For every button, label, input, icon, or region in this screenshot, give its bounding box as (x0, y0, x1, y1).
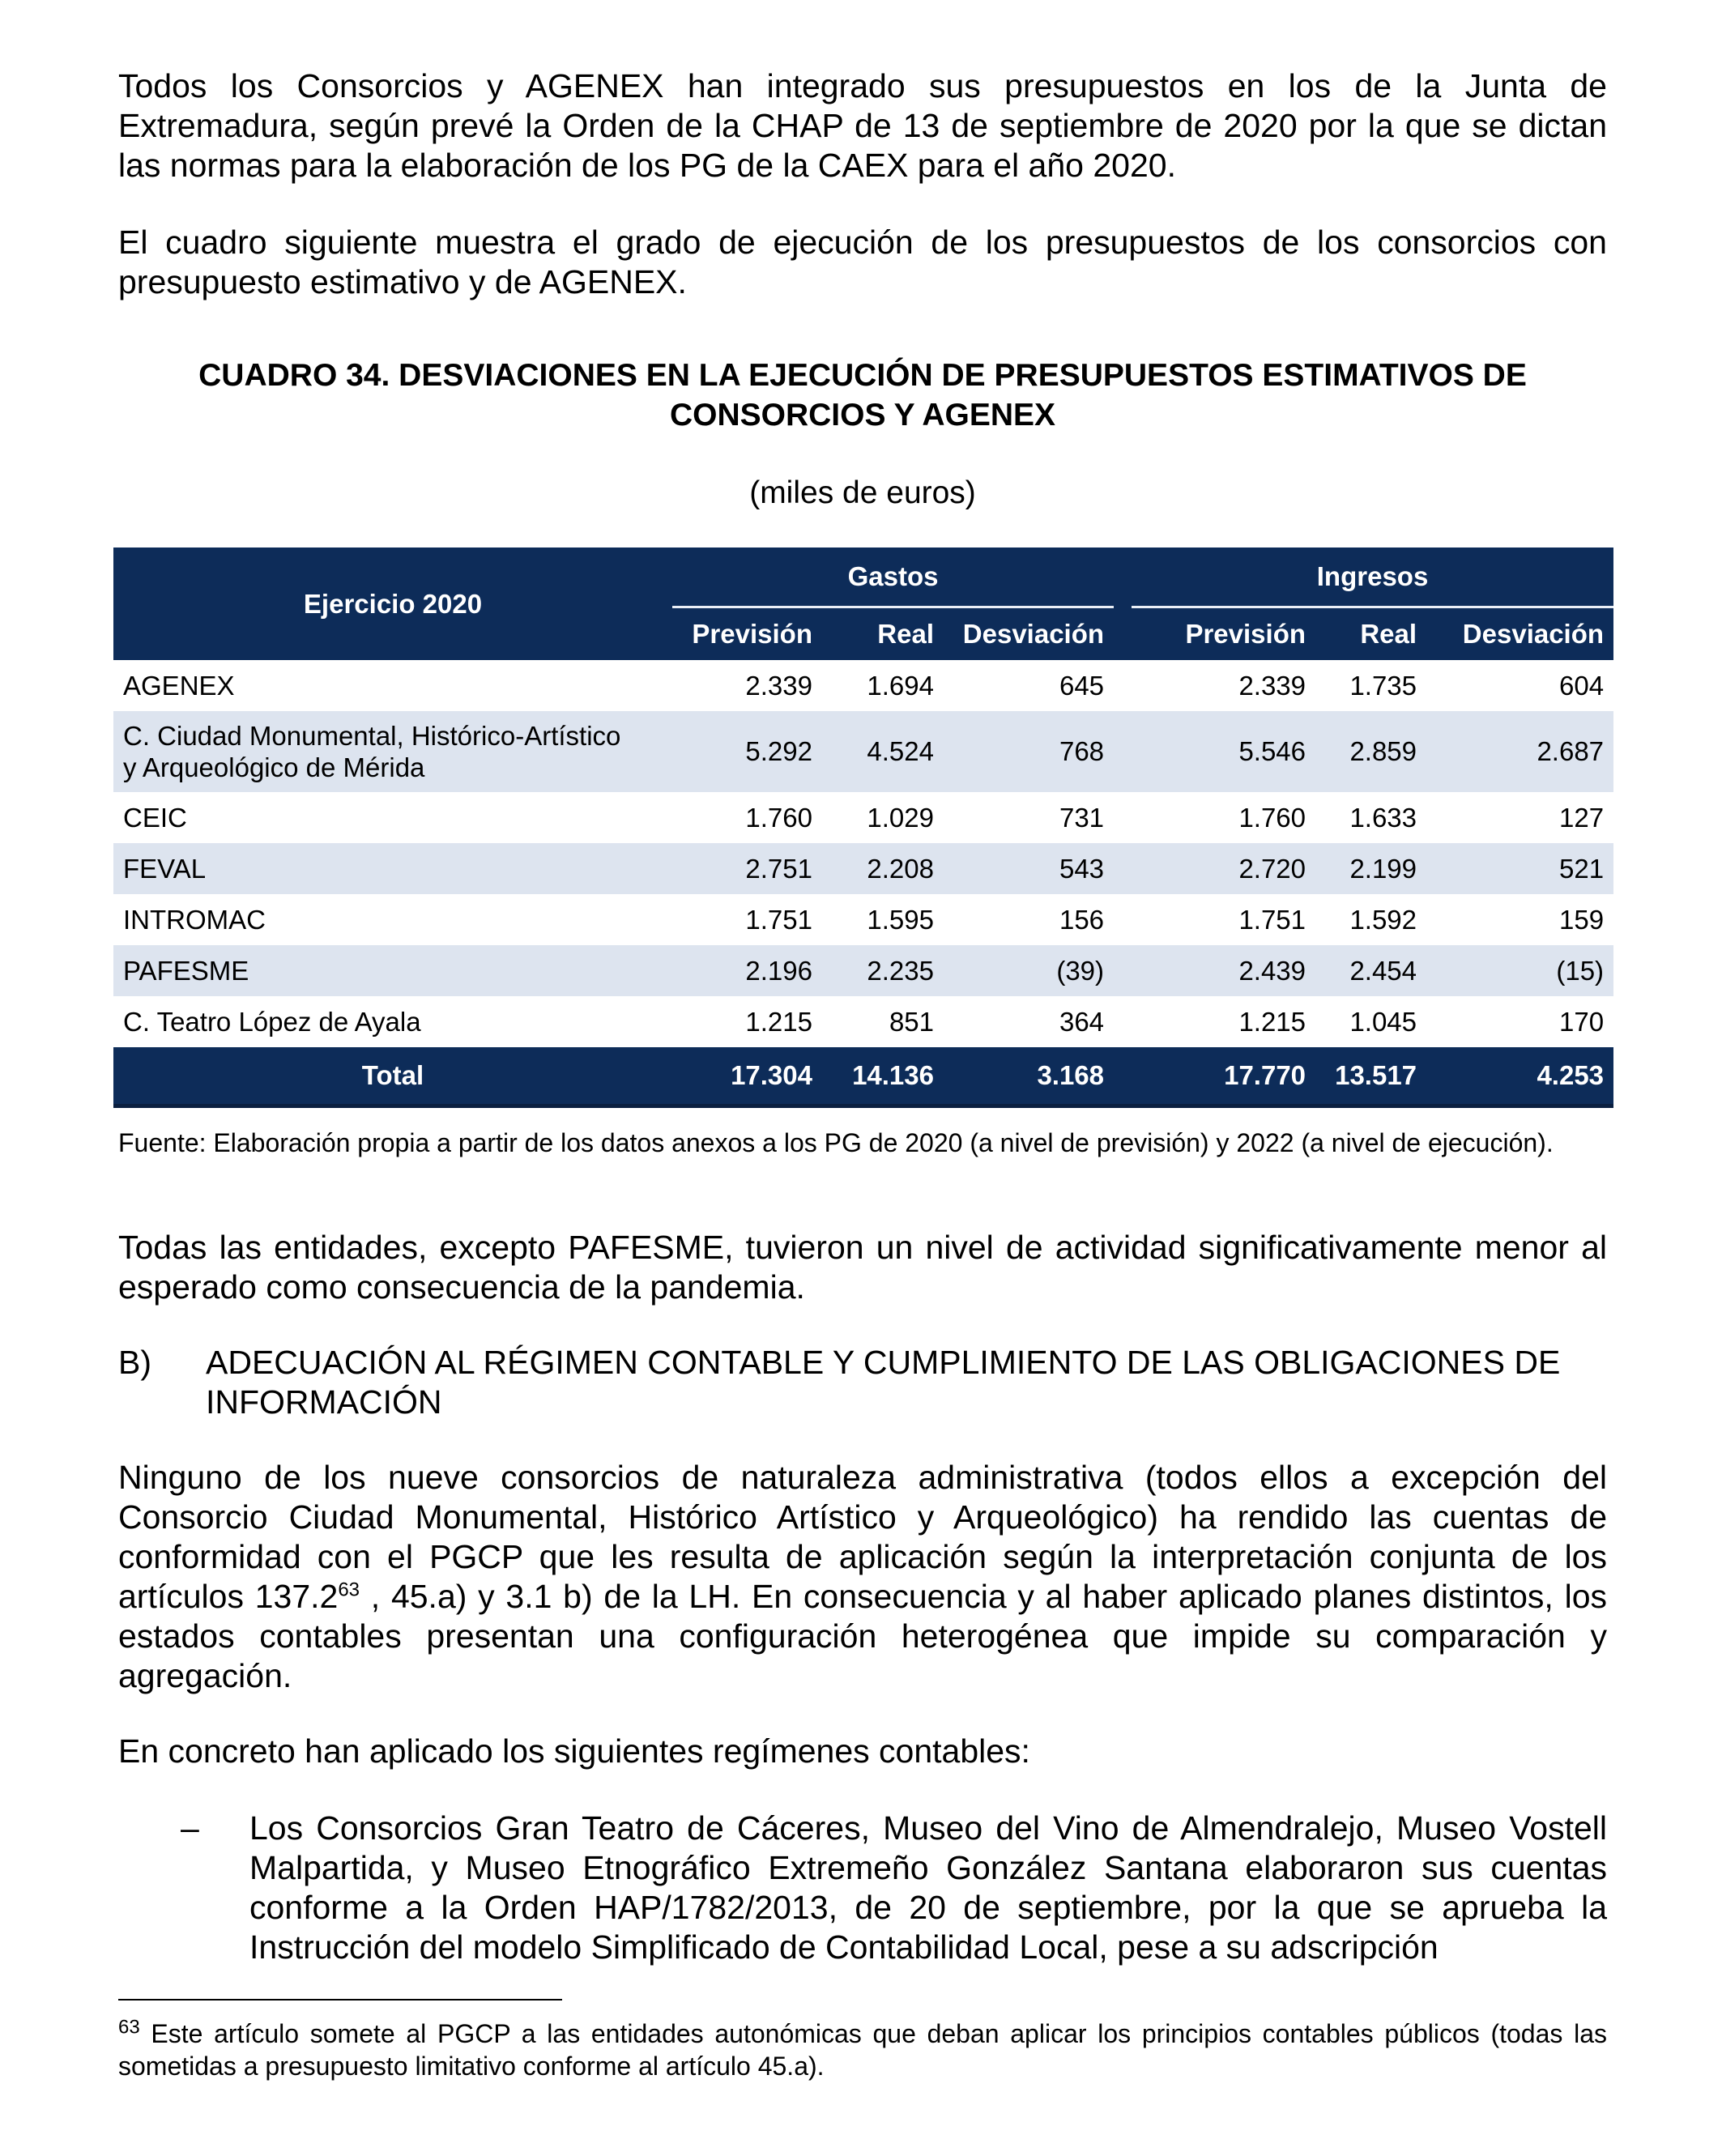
header-gap (1114, 607, 1132, 661)
gastos-real: 4.524 (822, 711, 944, 792)
entity-name: PAFESME (113, 945, 672, 996)
total-ingresos-prevision: 17.770 (1132, 1047, 1315, 1106)
ingresos-desviacion: 127 (1558, 802, 1605, 833)
total-label: Total (113, 1047, 672, 1106)
gastos-desviacion: 768 (944, 711, 1114, 792)
header-gastos-prevision: Previsión (672, 607, 822, 661)
ingresos-prevision: 1.751 (1238, 904, 1306, 935)
paragraph-ninguno-part-2: , 45.a) y 3.1 b) de la LH. En consecuencia y al haber aplicado planes distintos, los estados contables presentan una configuración heterogénea que impide su comparación y agregación. (118, 1578, 1607, 1694)
header-gastos-desviacion: Desviación (944, 607, 1114, 661)
gastos-desviacion: 731 (1059, 802, 1105, 833)
ingresos-real: 1.592 (1349, 904, 1417, 935)
bullet-dash: – (181, 1809, 199, 1847)
table-row (113, 660, 1613, 711)
total-gastos-desviacion: 3.168 (944, 1047, 1114, 1106)
table-row (113, 945, 1613, 996)
ingresos-prevision: 5.546 (1132, 711, 1315, 792)
ingresos-real: 2.454 (1315, 945, 1426, 996)
total-gastos-real: 14.136 (822, 1047, 944, 1106)
intro-paragraph-2: El cuadro siguiente muestra el grado de ejecución de los presupuestos de los consorcios con presupuesto estimativo y de AGENEX. (118, 224, 1607, 300)
ingresos-real: 2.199 (1315, 843, 1426, 894)
intro-paragraph-1: Todos los Consorcios y AGENEX han integrado sus presupuestos en los de la Junta de Extremadura, según prevé la Orden de la CHAP de 13 de septiembre de 2020 por la que se dictan las normas para la elaboración de los PG de la CAEX para el año 2020. (118, 67, 1607, 184)
table-row (113, 711, 1613, 792)
gastos-prevision: 2.751 (672, 843, 822, 894)
table-units: (miles de euros) (749, 475, 976, 510)
entity-name: CEIC (123, 802, 187, 833)
gastos-desviacion: 364 (1059, 1006, 1105, 1037)
gastos-real: 2.208 (822, 843, 944, 894)
entity-name: C. Teatro López de Ayala (123, 1006, 421, 1037)
gastos-real: 1.029 (867, 802, 934, 833)
gastos-prevision: 1.760 (745, 802, 812, 833)
deviation-table (113, 548, 1613, 1108)
source-note: Fuente: Elaboración propia a partir de los datos anexos a los PG de 2020 (a nivel de previsión) y 2022 (a nivel de ejecución). (118, 1128, 1554, 1157)
header-gastos-real: Real (822, 607, 944, 661)
section-b-label: B) (118, 1344, 151, 1381)
gastos-desviacion: 645 (1059, 670, 1105, 701)
total-ingresos-desviacion: 4.253 (1426, 1047, 1613, 1106)
entity-name-line-2: y Arqueológico de Mérida (123, 752, 425, 782)
footnote-separator (118, 1999, 562, 2000)
gastos-prevision: 5.292 (672, 711, 822, 792)
entity-name (113, 711, 672, 792)
bullet-text: Los Consorcios Gran Teatro de Cáceres, Museo del Vino de Almendralejo, Museo Vostell Malpartida, y Museo Etnográfico Extremeño González Santana elaboraron sus cuentas conforme a la Orden HAP/1782/2013, de 20 de septiembre, por la que se aprueba la Instrucción del modelo Simplificado de Contabilidad Local, pese a su adscripción (249, 1809, 1607, 1966)
table-row (113, 996, 1613, 1047)
ingresos-desviacion: 159 (1558, 904, 1605, 935)
gastos-prevision: 1.215 (745, 1006, 812, 1037)
section-b-heading (118, 1343, 1607, 1422)
ingresos-prevision: 1.760 (1238, 802, 1306, 833)
ingresos-real: 1.045 (1349, 1006, 1417, 1037)
header-ingresos: Ingresos (1132, 548, 1613, 607)
gastos-real: 2.235 (822, 945, 944, 996)
header-ingresos-real: Real (1315, 607, 1426, 661)
ingresos-prevision: 2.720 (1132, 843, 1315, 894)
gastos-prevision: 2.339 (745, 670, 812, 701)
entity-name-line-1: C. Ciudad Monumental, Histórico-Artístico (123, 721, 621, 751)
total-row (113, 1047, 1613, 1106)
table-caption-line-1: CUADRO 34. DESVIACIONES EN LA EJECUCIÓN DE PRESUPUESTOS ESTIMATIVOS DE (198, 358, 1527, 393)
table-caption-line-2: CONSORCIOS Y AGENEX (669, 398, 1056, 432)
ingresos-desviacion: 170 (1558, 1006, 1605, 1037)
gastos-desviacion: 543 (944, 843, 1114, 894)
ingresos-desviacion: 521 (1426, 843, 1613, 894)
gastos-desviacion: (39) (944, 945, 1114, 996)
entity-name: INTROMAC (123, 904, 266, 935)
gastos-prevision: 1.751 (745, 904, 812, 935)
section-b-title: ADECUACIÓN AL RÉGIMEN CONTABLE Y CUMPLIMIENTO DE LAS OBLIGACIONES DE INFORMACIÓN (206, 1344, 1561, 1421)
paragraph-concreto: En concreto han aplicado los siguientes regímenes contables: (118, 1732, 1030, 1770)
table-row (113, 843, 1613, 894)
gastos-prevision: 2.196 (672, 945, 822, 996)
ingresos-desviacion: (15) (1426, 945, 1613, 996)
paragraph-ninguno-part-1: Ninguno de los nueve consorcios de naturaleza administrativa (todos ellos a excepción del Consorcio Ciudad Monumental, Histórico Artístico y Arqueológico) ha rendido las cuentas de conformidad con el PGCP que les resulta de aplicación según la interpretación conjunta de los artículos 137.2 (118, 1459, 1607, 1615)
ingresos-prevision: 2.339 (1238, 670, 1306, 701)
gastos-real: 1.595 (867, 904, 934, 935)
table-row (113, 894, 1613, 945)
ingresos-desviacion: 2.687 (1426, 711, 1613, 792)
ingresos-real: 2.859 (1315, 711, 1426, 792)
header-ingresos-prevision: Previsión (1132, 607, 1315, 661)
paragraph-ninguno (118, 1458, 1607, 1696)
gastos-real: 1.694 (867, 670, 934, 701)
entity-name: AGENEX (123, 670, 235, 701)
footnote-reference[interactable]: 63 (338, 1579, 360, 1601)
table-row (113, 792, 1613, 843)
header-gap (1114, 548, 1132, 607)
gastos-real: 851 (889, 1006, 934, 1037)
entity-name: FEVAL (113, 843, 672, 894)
footnote (118, 2018, 1607, 2082)
ingresos-real: 1.735 (1349, 670, 1417, 701)
ingresos-desviacion: 604 (1558, 670, 1605, 701)
footnote-number: 63 (118, 2016, 140, 2039)
total-gastos-prevision: 17.304 (672, 1047, 822, 1106)
header-gastos: Gastos (672, 548, 1114, 607)
header-ingresos-desviacion: Desviación (1426, 607, 1613, 661)
total-ingresos-real: 13.517 (1315, 1047, 1426, 1106)
header-ejercicio: Ejercicio 2020 (113, 548, 672, 660)
after-table-paragraph: Todas las entidades, excepto PAFESME, tuvieron un nivel de actividad significativamente menor al esperado como consecuencia de la pandemia. (118, 1229, 1607, 1306)
gastos-desviacion: 156 (1059, 904, 1105, 935)
ingresos-prevision: 1.215 (1238, 1006, 1306, 1037)
footnote-text: Este artículo somete al PGCP a las entidades autonómicas que deban aplicar los principios contables públicos (todas las sometidas a presupuesto limitativo conforme al artículo 45.a). (118, 2019, 1607, 2081)
ingresos-real: 1.633 (1349, 802, 1417, 833)
ingresos-prevision: 2.439 (1132, 945, 1315, 996)
